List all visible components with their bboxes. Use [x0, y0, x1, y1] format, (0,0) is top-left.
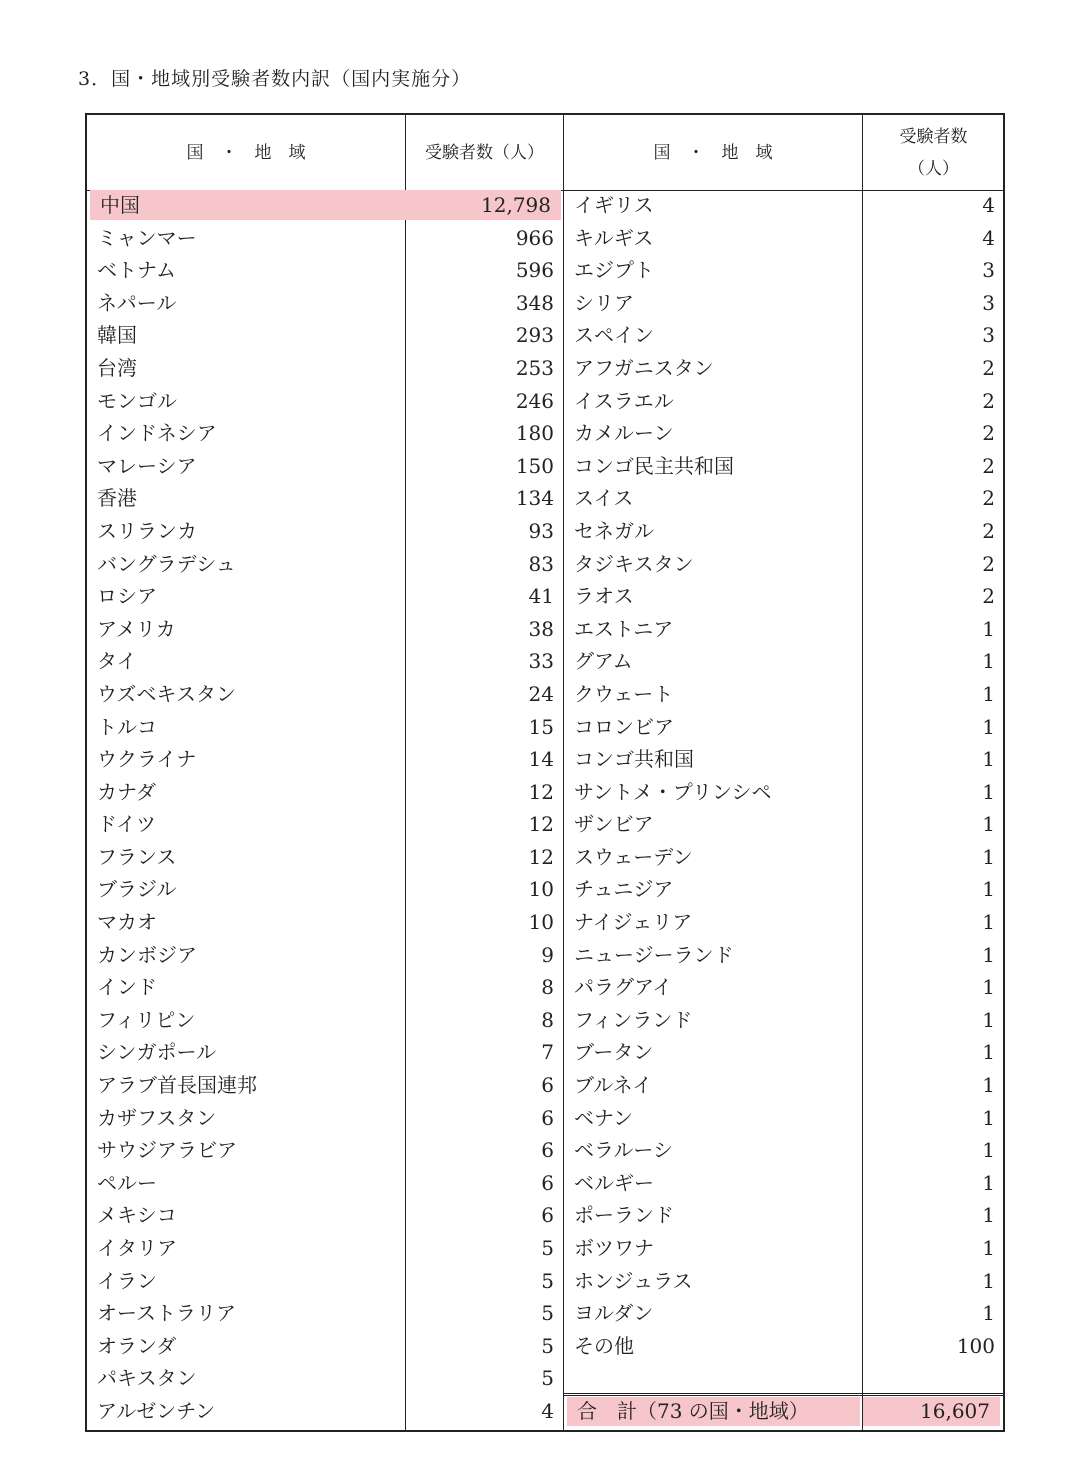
- examinee-count: 5: [541, 1333, 554, 1358]
- country-name: ベトナム: [97, 258, 176, 283]
- country-name: ボツワナ: [574, 1236, 654, 1260]
- country-name: ベナン: [574, 1105, 633, 1130]
- table-row: [564, 1200, 1005, 1233]
- country-name: ブータン: [574, 1040, 654, 1065]
- examinee-count: 5: [541, 1268, 554, 1293]
- examinee-count: 1: [982, 1301, 995, 1326]
- table-row: [564, 483, 1005, 516]
- examinee-count: 966: [515, 225, 554, 250]
- table-row: [564, 190, 1005, 223]
- country-name: オーストラリア: [97, 1301, 236, 1326]
- country-name: フランス: [97, 844, 177, 869]
- examinee-count: 2: [982, 388, 995, 413]
- examinee-count: 6: [541, 1170, 554, 1195]
- examinee-count: 1: [982, 910, 995, 935]
- table-row: [87, 223, 564, 256]
- examinee-count: 1: [982, 1268, 995, 1293]
- country-name: アラブ首長国連邦: [97, 1073, 257, 1098]
- examinee-count: 1: [982, 1203, 995, 1228]
- examinee-count: 5: [541, 1301, 554, 1326]
- left-column: [87, 190, 564, 1429]
- country-name: スリランカ: [97, 518, 197, 543]
- table-row: [87, 940, 564, 973]
- country-name: イタリア: [97, 1236, 177, 1260]
- table-row: [564, 809, 1005, 842]
- header-count-right-line1: 受験者数: [899, 126, 968, 147]
- table-row: [87, 744, 564, 777]
- table-row: [87, 451, 564, 484]
- examinee-count: 150: [515, 453, 554, 478]
- examinee-count: 93: [528, 518, 554, 543]
- table-row: [87, 1396, 564, 1429]
- table-row: [87, 386, 564, 419]
- examinee-count: 9: [541, 942, 554, 967]
- table-row: [87, 712, 564, 745]
- page-title: 3．国・地域別受験者数内訳（国内実施分）: [78, 68, 472, 90]
- header-country-right: 国 ・ 地 域: [653, 142, 773, 163]
- country-name: ザンビア: [574, 812, 654, 837]
- table-row: [87, 1168, 564, 1201]
- examinee-count: 134: [515, 486, 554, 511]
- country-name: アフガニスタン: [574, 355, 714, 380]
- table-row: [564, 1168, 1005, 1201]
- country-name: 韓国: [97, 323, 137, 348]
- country-name: サントメ・プリンシペ: [574, 779, 772, 804]
- country-name: ニュージーランド: [574, 942, 734, 967]
- table-header: [87, 115, 1003, 191]
- country-name: ナイジェリア: [574, 910, 693, 935]
- country-name: タイ: [97, 649, 137, 674]
- table-row: [87, 581, 564, 614]
- table-row: [564, 451, 1005, 484]
- table-row: [87, 483, 564, 516]
- header-country-left: 国 ・ 地 域: [186, 142, 306, 163]
- country-name: ウクライナ: [97, 747, 197, 772]
- country-name: ベルギー: [574, 1170, 654, 1195]
- country-name: バングラデシュ: [97, 551, 236, 576]
- table-row: [87, 679, 564, 712]
- table-row: [87, 1005, 564, 1038]
- examinee-count: 5: [541, 1236, 554, 1260]
- table-row: [87, 907, 564, 940]
- examinee-count: 3: [982, 258, 995, 283]
- examinee-count: 24: [528, 681, 554, 706]
- table-row: [87, 646, 564, 679]
- country-name: ペルー: [97, 1170, 157, 1195]
- examinee-count: 4: [982, 225, 995, 250]
- table-row: [564, 288, 1005, 321]
- table-row: [87, 288, 564, 321]
- country-name: マレーシア: [97, 453, 197, 478]
- country-name: ブラジル: [97, 877, 177, 902]
- examinee-count: 2: [982, 421, 995, 446]
- examinee-count: 246: [515, 388, 554, 413]
- country-name: ミャンマー: [97, 225, 197, 250]
- table-row: [87, 1135, 564, 1168]
- examinee-count: 8: [541, 1007, 554, 1032]
- examinee-count: 1: [982, 1170, 995, 1195]
- country-name: ウズベキスタン: [97, 681, 236, 706]
- examinee-count: 12: [528, 812, 554, 837]
- table-row: [564, 418, 1005, 451]
- country-name: ドイツ: [97, 812, 156, 837]
- country-name: メキシコ: [97, 1203, 177, 1228]
- examinee-count: 1: [982, 747, 995, 772]
- table-row: [564, 972, 1005, 1005]
- table-row: [87, 1103, 564, 1136]
- examinee-count: 12,798: [405, 190, 561, 220]
- country-name: イスラエル: [574, 388, 674, 413]
- country-name: セネガル: [574, 518, 654, 543]
- examinee-count: 38: [528, 616, 554, 641]
- examinee-count: 5: [541, 1366, 554, 1391]
- table-row: [87, 874, 564, 907]
- country-name: パキスタン: [97, 1366, 197, 1391]
- country-name: カメルーン: [574, 421, 674, 446]
- examinee-count: 1: [982, 1236, 995, 1260]
- examinee-count: 100: [956, 1333, 995, 1358]
- country-name: チュニジア: [574, 877, 674, 902]
- table-row: [564, 1037, 1005, 1070]
- examinee-count: 6: [541, 1138, 554, 1163]
- table-row: [564, 1103, 1005, 1136]
- examinee-count: 1: [982, 714, 995, 739]
- country-name: クウェート: [574, 681, 674, 706]
- table-row: [564, 744, 1005, 777]
- table-row: [87, 614, 564, 647]
- examinee-count: 1: [982, 812, 995, 837]
- examinee-count: 1: [982, 1040, 995, 1065]
- table-row: [87, 1233, 564, 1266]
- examinee-count: 2: [982, 453, 995, 478]
- table-row: [564, 679, 1005, 712]
- table-row: [564, 777, 1005, 810]
- examinee-count: 1: [982, 1105, 995, 1130]
- table-row: [564, 1266, 1005, 1299]
- country-name: コンゴ民主共和国: [574, 453, 734, 478]
- examinee-count: 12: [528, 844, 554, 869]
- country-name: ホンジュラス: [574, 1268, 693, 1293]
- examinee-count: 7: [541, 1040, 554, 1065]
- country-name: イギリス: [574, 193, 654, 217]
- table-row: [564, 581, 1005, 614]
- examinee-count: 15: [528, 714, 554, 739]
- country-name: 香港: [97, 486, 137, 511]
- table-row: [564, 549, 1005, 582]
- table-row: [87, 1200, 564, 1233]
- table-row: [87, 777, 564, 810]
- table-row: [87, 353, 564, 386]
- country-name: カザフスタン: [97, 1105, 217, 1130]
- country-name: フィリピン: [97, 1007, 196, 1032]
- examinee-count: 1: [982, 616, 995, 641]
- examinee-count: 1: [982, 942, 995, 967]
- country-name: スイス: [574, 486, 634, 511]
- table-row: [87, 1331, 564, 1364]
- header-count-right: [862, 115, 1005, 190]
- examinee-count: 1: [982, 1073, 995, 1098]
- examinee-count: 2: [982, 486, 995, 511]
- country-name: フィンランド: [574, 1007, 693, 1032]
- country-name: 台湾: [97, 355, 137, 380]
- examinee-count: 14: [528, 747, 554, 772]
- country-name: ラオス: [574, 584, 634, 609]
- table-row: [87, 1070, 564, 1103]
- examinee-count: 41: [528, 584, 554, 609]
- country-name: コンゴ共和国: [574, 747, 694, 772]
- examinee-count: 1: [982, 779, 995, 804]
- examinee-count: 1: [982, 844, 995, 869]
- country-name: パラグアイ: [574, 975, 673, 1000]
- country-name: アルゼンチン: [97, 1398, 216, 1423]
- country-name: スウェーデン: [574, 844, 693, 869]
- examinee-count: 83: [528, 551, 554, 576]
- country-name: ヨルダン: [574, 1301, 654, 1326]
- examinee-count: 2: [982, 355, 995, 380]
- table-row: [564, 353, 1005, 386]
- country-name: カナダ: [97, 779, 156, 804]
- country-name: マカオ: [97, 910, 157, 935]
- table-row: [564, 646, 1005, 679]
- examinee-count: 2: [982, 551, 995, 576]
- table-row: [87, 972, 564, 1005]
- table-row: [87, 1298, 564, 1331]
- examinee-count: 10: [528, 877, 554, 902]
- table-row: [564, 907, 1005, 940]
- table-row: [87, 190, 564, 223]
- table-row: [564, 1135, 1005, 1168]
- table-row: [564, 320, 1005, 353]
- examinee-count: 12: [528, 779, 554, 804]
- examinee-count: 2: [982, 518, 995, 543]
- examinee-count: 4: [541, 1398, 554, 1423]
- total-count: 16,607: [863, 1397, 1000, 1426]
- table-row: [87, 549, 564, 582]
- country-name: キルギス: [574, 225, 654, 250]
- table-row: [87, 320, 564, 353]
- examinee-count: 253: [515, 355, 554, 380]
- table-row: [564, 842, 1005, 875]
- table-row: [564, 712, 1005, 745]
- country-name: ベラルーシ: [574, 1138, 673, 1163]
- country-name: シンガポール: [97, 1040, 217, 1065]
- table-row: [564, 516, 1005, 549]
- table-row: [87, 1266, 564, 1299]
- table-row: [87, 809, 564, 842]
- examinee-count: 4: [982, 193, 995, 217]
- table-row: [564, 255, 1005, 288]
- table-row: [564, 223, 1005, 256]
- country-name: インド: [97, 975, 157, 1000]
- table-row: [564, 940, 1005, 973]
- country-name: オランダ: [97, 1333, 177, 1358]
- examinee-count: 1: [982, 681, 995, 706]
- table-row: [87, 1363, 564, 1396]
- table-row: [564, 386, 1005, 419]
- examinee-count: 8: [541, 975, 554, 1000]
- examinee-count: 293: [515, 323, 554, 348]
- examinee-count: 3: [982, 290, 995, 315]
- examinee-count: 348: [515, 290, 554, 315]
- country-name: トルコ: [97, 714, 157, 739]
- country-name: ポーランド: [574, 1203, 674, 1228]
- table-row: [87, 418, 564, 451]
- examinee-count: 1: [982, 877, 995, 902]
- country-name: モンゴル: [97, 388, 177, 413]
- country-name: サウジアラビア: [97, 1138, 237, 1163]
- country-name: ブルネイ: [574, 1073, 653, 1098]
- table-row: [87, 516, 564, 549]
- country-name: エストニア: [574, 616, 674, 641]
- table-row: [564, 1233, 1005, 1266]
- examinee-count: 33: [528, 649, 554, 674]
- examinee-count: 3: [982, 323, 995, 348]
- examinee-count: 2: [982, 584, 995, 609]
- country-name: ロシア: [97, 584, 157, 609]
- country-name: アメリカ: [97, 616, 176, 641]
- total-row: [564, 1393, 1003, 1430]
- examinee-count: 1: [982, 1138, 995, 1163]
- country-name: シリア: [574, 290, 634, 315]
- table-row: [87, 842, 564, 875]
- examinee-count: 6: [541, 1105, 554, 1130]
- examinee-count: 596: [515, 258, 554, 283]
- table-row: [564, 1005, 1005, 1038]
- header-count-right-line2: （人）: [908, 158, 959, 179]
- country-name: グアム: [574, 649, 633, 674]
- country-name: イラン: [97, 1268, 157, 1293]
- table-row: [564, 874, 1005, 907]
- country-name: ネパール: [97, 290, 177, 315]
- table-row: [564, 614, 1005, 647]
- examinee-count: 1: [982, 1007, 995, 1032]
- country-name: スペイン: [574, 323, 654, 348]
- examinee-count: 6: [541, 1203, 554, 1228]
- examinee-count: 180: [515, 421, 554, 446]
- table-row: [564, 1298, 1005, 1331]
- country-name: コロンビア: [574, 714, 674, 739]
- examinee-count: 1: [982, 649, 995, 674]
- table-row: [87, 1037, 564, 1070]
- country-name: 中国: [90, 190, 405, 220]
- country-name: タジキスタン: [574, 551, 694, 576]
- country-name: エジプト: [574, 258, 654, 283]
- examinee-count: 1: [982, 975, 995, 1000]
- examinee-count: 6: [541, 1073, 554, 1098]
- total-label: 合 計（73 の国・地域）: [567, 1397, 860, 1426]
- table-row: [564, 1070, 1005, 1103]
- table-row: [87, 255, 564, 288]
- header-count-left: 受験者数（人）: [425, 142, 544, 163]
- right-column: [564, 190, 1005, 1363]
- country-table: [85, 113, 1005, 1432]
- country-name: インドネシア: [97, 421, 217, 446]
- country-name: その他: [574, 1333, 634, 1358]
- country-name: カンボジア: [97, 942, 197, 967]
- table-row: [564, 1331, 1005, 1364]
- examinee-count: 10: [528, 910, 554, 935]
